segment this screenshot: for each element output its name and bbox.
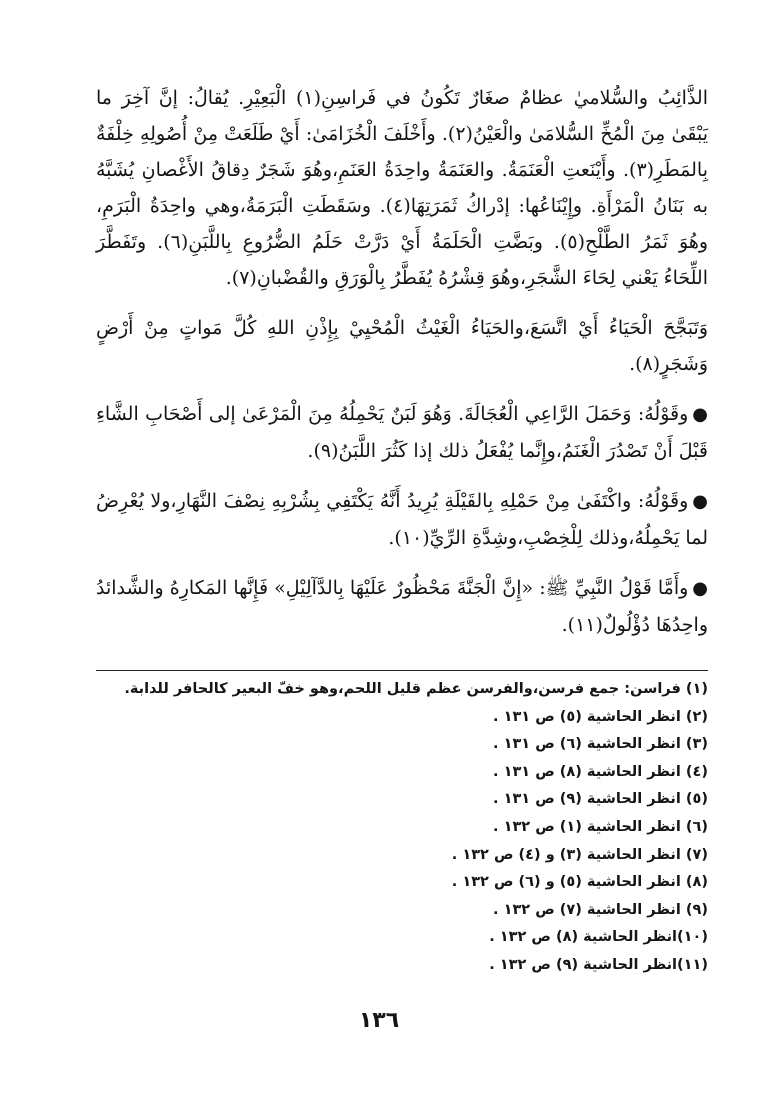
paragraph-text: وقَوْلُهُ: وَحَمَلَ الرَّاعِي الْعُجَالَةَ. وَهُوَ لَبَنٌ يَحْمِلُهُ مِنَ الْمَرْعَىٰ إلى أَصْحَابِ الشَّاءِ قَبْلَ أَنْ تَصْدُرَ الْغَنَمُ،وإِنَّما يُفْعَلُ ذلك إذا كَثُرَ اللَّبَنُ(٩). [96, 403, 708, 462]
footnote-9: (٩) انظر الحاشية (٧) ص ١٣٢ . [493, 901, 708, 918]
bullet-icon: ● [692, 404, 708, 425]
footnote-1: (١) فراسن: جمع فرسن،والفرسن عظم قليل اللحم،وهو خفّ البعير كالحافر للدابة. [124, 681, 708, 697]
footnote-2: (٢) انظر الحاشية (٥) ص ١٣١ . [493, 708, 708, 725]
paragraph-text: وأَمَّا قَوْلُ النَّبِيِّ ﷺ: «إِنَّ الْجَنَّةَ مَحْظُورٌ عَلَيْهَا بِالدَّآلِيْلِ» فَإِنَّها المَكارِهُ والشَّدائدُ واحِدُهَا دُؤْلُولٌ(١١). [96, 577, 708, 636]
bullet-icon: ● [692, 578, 708, 599]
paragraph-text: وَتَبَجَّحَ الْحَيَاءُ أَيْ اتَّسَعَ،والحَيَاءُ الْغَيْثُ الْمُحْيِيْ بِإِذْنِ اللهِ كُلَّ مَواتٍ مِنْ أَرْضٍ وَشَجَرٍ(٨). [96, 317, 708, 375]
page-number: ١٣٦ [358, 1008, 400, 1033]
footnote-6: (٦) انظر الحاشية (١) ص ١٣٢ . [493, 818, 708, 835]
paragraph-5 [96, 570, 708, 643]
footnote-11: (١١)انظر الحاشية (٩) ص ١٣٢ . [489, 956, 708, 973]
footnote-8: (٨) انظر الحاشية (٥) و (٦) ص ١٣٢ . [451, 874, 708, 891]
footnotes [96, 676, 708, 980]
bullet-icon: ● [692, 491, 708, 512]
footnote-divider [96, 670, 708, 671]
footnote-7: (٧) انظر الحاشية (٣) و (٤) ص ١٣٢ . [451, 846, 708, 863]
paragraph-2 [96, 310, 708, 382]
paragraph-1 [96, 80, 708, 296]
paragraph-4 [96, 483, 708, 556]
footnote-5: (٥) انظر الحاشية (٩) ص ١٣١ . [493, 791, 708, 808]
footnote-10: (١٠)انظر الحاشية (٨) ص ١٣٢ . [489, 929, 708, 946]
footnote-4: (٤) انظر الحاشية (٨) ص ١٣١ . [493, 763, 708, 780]
paragraph-text: الذَّائِبُ والسُّلاميٰ عظامٌ صغَارٌ تَكُونُ في فَراسِنِ(١) الْبَعِيْرِ. يُقالُ: إنَّ آخِرَ ما يَبْقَىٰ مِنَ الْمُخِّ السُّلامَىٰ والْعَيْنُ(٢). وأَخْلَفَ الْخُزَامَىٰ: أَيْ طَلَعَتْ مِنْ أُصُولِهِ خِلْفَةٌ بِالمَطَرِ(٣). وأَيْنَعتِ الْعَنَمَةُ. والعَنَمَةُ واحِدَةُ العَنَمِ،وهُوَ شَجَرٌ دِقاقُ الأَغْصانِ يُشَبَّهُ به بَنَانُ الْمَرْأَةِ. وإِيْنَاعُها: إدْراكُ ثَمَرَتِهَا(٤). وسَقَطَتِ الْبَرَمَةُ،وهي واحِدَةُ الْبَرَمِ، وهُوَ ثَمَرُ الطَّلْحِ(٥). وبَضَّتِ الْحَلَمَةُ أَيْ دَرَّتْ حَلَمُ الضُّرُوعِ بِاللَّبَنِ(٦). وتَفَطَّرَ اللِّحَاءُ يَعْني لِحَاءَ الشَّجَرِ،وهُوَ قِشْرُهُ يُفَطَّرُ بِالْوَرَقِ والقُضْبانِ(٧). [96, 87, 709, 289]
paragraph-3 [96, 396, 708, 469]
footnote-3: (٣) انظر الحاشية (٦) ص ١٣١ . [493, 736, 708, 753]
paragraph-text: وقَوْلُهُ: واكْتَفَىٰ مِنْ حَمْلِهِ بِالقَيْلَةِ يُرِيدُ أَنَّهُ يَكْتَفِي بِشُرْبِهِ نِصْفَ النَّهَارِ،ولا يُعْرِضُ لما يَحْمِلُهُ،وذلك لِلْخِصْبِ،وشِدَّةِ الرِّيِّ(١٠). [96, 490, 708, 549]
main-text [96, 80, 708, 643]
